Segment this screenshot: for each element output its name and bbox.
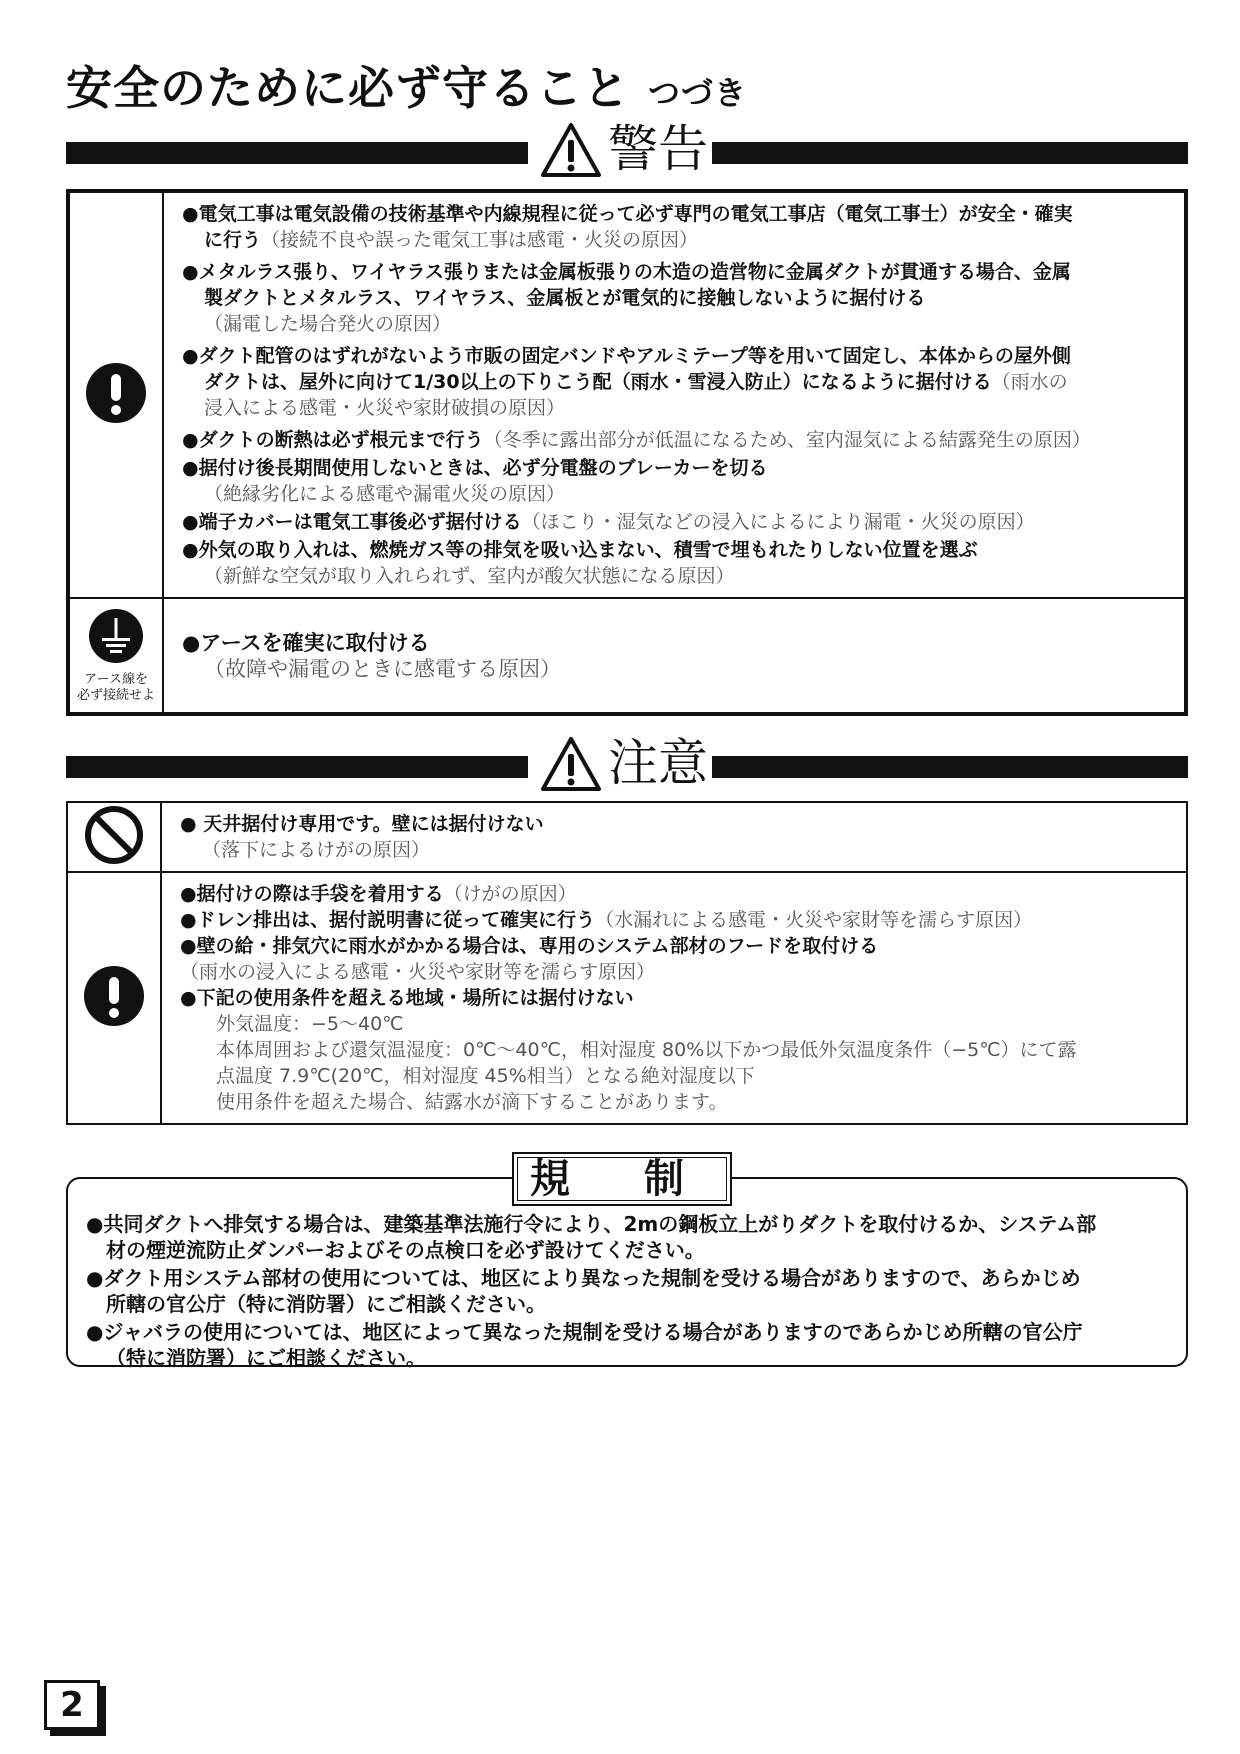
caution-triangle-icon	[540, 736, 602, 792]
page-title-sub: つづき	[648, 74, 748, 112]
caution-list	[161, 872, 1187, 1124]
page-title-main: 安全のために必ず守ること	[66, 61, 630, 115]
regulation-item-line1: ●ジャバラの使用については、地区によって異なった規制を受ける場合がありますのであらかじめ所轄の官公庁	[86, 1320, 1083, 1344]
warning-item-note: （雨水の	[991, 371, 1068, 393]
warning-item-main2: 製ダクトとメタルラス、ワイヤラス、金属板とが電気的に接触しないように据付ける	[204, 287, 926, 309]
earth-caption-line1: アース線を	[84, 671, 148, 687]
prohibit-item-note: （落下によるけがの原因）	[202, 839, 431, 861]
regulation-item-line1: ●共同ダクトへ排気する場合は、建築基準法施行令により、2mの鋼板立上がりダクトを取付けるか、システム部	[86, 1212, 1097, 1236]
caution-row-general	[67, 872, 1187, 1124]
earth-caption-line2: 必ず接続せよ	[76, 687, 155, 703]
warning-item-main: ●ダクト配管のはずれがないよう市販の固定バンドやアルミテープ等を用いて固定し、本体からの屋外側	[182, 345, 1071, 367]
banner-bar-right	[712, 756, 1188, 778]
regulation-item-line2: （特に消防署）にご相談ください。	[106, 1346, 426, 1370]
warning-item-note2: 浸入による感電・火災や家財破損の原因）	[204, 397, 566, 419]
regulation-item-line2: 所轄の官公庁（特に消防署）にご相談ください。	[106, 1292, 546, 1316]
prohibition-icon	[84, 805, 144, 865]
banner-bar-right	[712, 142, 1188, 164]
warning-item-main2: ダクトは、屋外に向けて1/30以上の下りこう配（雨水・雪浸入防止）になるように据付ける	[204, 371, 992, 393]
caution-row-prohibit	[67, 802, 1187, 872]
warning-row-general	[68, 191, 1186, 598]
warning-banner	[66, 122, 1188, 182]
warning-item	[182, 455, 1174, 507]
caution-item-main: ●下記の使用条件を超える地域・場所には据付けない	[180, 987, 634, 1009]
warning-list	[163, 191, 1186, 598]
caution-item-note: （水漏れによる感電・火災や家財等を濡らす原因）	[595, 909, 1033, 931]
caution-item	[180, 985, 1176, 1011]
warning-item-note: （新鮮な空気が取り入れられず、室内が酸欠状態になる原因）	[204, 565, 735, 587]
warning-item-main: ●外気の取り入れは、燃焼ガス等の排気を吸い込まない、積雪で埋もれたりしない位置を選ぶ	[182, 539, 978, 561]
caution-item	[180, 933, 1176, 985]
warning-item-main: ●電気工事は電気設備の技術基準や内線規程に従って必ず専門の電気工事店（電気工事士）が安全・確実	[182, 203, 1073, 225]
warning-row-earth	[68, 598, 1186, 714]
warning-item	[182, 509, 1174, 535]
warning-item-note: （冬季に露出部分が低温になるため、室内湿気による結露発生の原因）	[483, 429, 1091, 451]
caution-item	[180, 907, 1176, 933]
warning-item-main: ●メタルラス張り、ワイヤラス張りまたは金属板張りの木造の造営物に金属ダクトが貫通する場合、金属	[182, 261, 1071, 283]
warning-item	[182, 201, 1174, 253]
earth-item-main: ●アースを確実に取付ける	[182, 630, 430, 655]
caution-banner	[66, 736, 1188, 796]
warning-table	[66, 189, 1188, 716]
caution-item-note: （けがの原因）	[443, 883, 577, 905]
regulation-item-line1: ●ダクト用システム部材の使用については、地区により異なった規制を受ける場合がありますので、あらかじめ	[86, 1266, 1081, 1290]
warning-icon-cell	[68, 191, 163, 598]
caution-heading	[536, 736, 706, 796]
regulation-item	[86, 1211, 1166, 1263]
caution-item-main: ●壁の給・排気穴に雨水がかかる場合は、専用のシステム部材のフードを取付ける	[180, 935, 879, 957]
condition-line: 使用条件を超えた場合、結露水が滴下することがあります。	[216, 1091, 728, 1113]
earth-item	[182, 630, 1174, 682]
mandatory-exclamation-icon	[85, 362, 147, 424]
page-number: 2	[44, 1680, 100, 1730]
caution-item-note: （雨水の浸入による感電・火災や家財等を濡らす原因）	[180, 961, 656, 983]
warning-item-note: （接続不良や誤った電気工事は感電・火災の原因）	[261, 229, 699, 251]
earth-item-note: （故障や漏電のときに感電する原因）	[204, 656, 561, 681]
regulation-item-line2: 材の煙逆流防止ダンパーおよびその点検口を必ず設けてください。	[106, 1238, 705, 1262]
banner-bar-left	[66, 142, 528, 164]
caution-item-main: ●ドレン排出は、据付説明書に従って確実に行う	[180, 909, 596, 931]
regulation-heading: 規 制	[512, 1152, 732, 1206]
warning-item	[182, 259, 1174, 337]
caution-table	[66, 801, 1188, 1125]
warning-item-main2: に行う	[204, 229, 262, 251]
banner-bar-left	[66, 756, 528, 778]
warning-item-note: （漏電した場合発火の原因）	[204, 313, 452, 335]
earth-ground-icon	[88, 608, 144, 664]
earth-icon-cell	[68, 598, 163, 714]
regulation-list	[86, 1211, 1166, 1373]
warning-heading-text: 警告	[608, 120, 708, 178]
condition-line: 外気温度：−5～40℃	[216, 1013, 404, 1035]
prohibit-item	[180, 811, 1176, 863]
caution-icon-cell	[67, 872, 161, 1124]
page-title	[66, 52, 747, 118]
caution-heading-text: 注意	[608, 734, 708, 792]
warning-item-main: ●端子カバーは電気工事後必ず据付ける	[182, 511, 522, 533]
conditions-list	[180, 1011, 1176, 1115]
prohibit-text	[161, 802, 1187, 872]
condition-line: 点温度 7.9℃(20℃，相対湿度 45%相当）となる絶対湿度以下	[216, 1065, 755, 1087]
warning-item-main: ●ダクトの断熱は必ず根元まで行う	[182, 429, 484, 451]
warning-item-note: （ほこり・湿気などの浸入によるにより漏電・火災の原因）	[521, 511, 1035, 533]
caution-item	[180, 881, 1176, 907]
warning-item-main: ●据付け後長期間使用しないときは、必ず分電盤のブレーカーを切る	[182, 457, 768, 479]
prohibit-item-main: ● 天井据付け専用です。壁には据付けない	[180, 813, 544, 835]
mandatory-exclamation-icon	[83, 965, 145, 1027]
caution-item-main: ●据付けの際は手袋を着用する	[180, 883, 444, 905]
regulation-item	[86, 1319, 1166, 1371]
regulation-item	[86, 1265, 1166, 1317]
warning-item	[182, 427, 1174, 453]
warning-triangle-icon	[540, 122, 602, 178]
warning-item	[182, 537, 1174, 589]
prohibit-icon-cell	[67, 802, 161, 872]
warning-heading	[536, 122, 706, 182]
warning-item-note: （絶縁劣化による感電や漏電火災の原因）	[204, 483, 566, 505]
condition-line: 本体周囲および還気温湿度：0℃～40℃，相対湿度 80%以下かつ最低外気温度条件（−5℃）にて露	[216, 1039, 1077, 1061]
earth-text	[163, 598, 1186, 714]
earth-caption	[70, 672, 162, 704]
warning-item	[182, 343, 1174, 421]
